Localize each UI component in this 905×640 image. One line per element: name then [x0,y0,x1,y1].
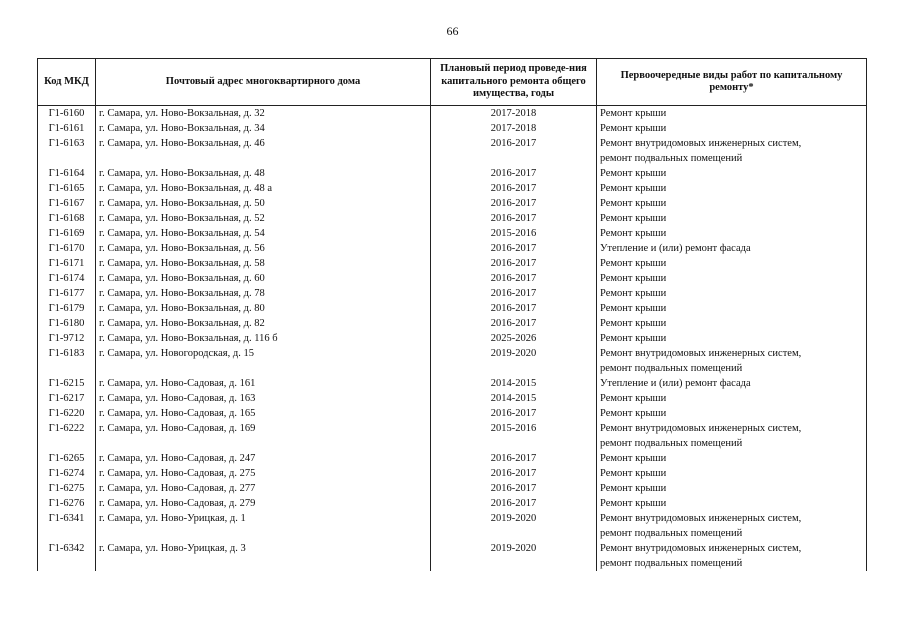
cell-works [597,301,867,316]
works-line: Ремонт крыши [600,258,667,269]
cell-code: Г1-6167 [38,196,96,211]
header-code: Код МКД [38,59,96,106]
works-line: Ремонт крыши [600,498,667,509]
cell-code: Г1-6171 [38,256,96,271]
cell-works [597,211,867,226]
works-line: Ремонт крыши [600,333,667,344]
table-row [38,406,867,421]
works-line: Ремонт крыши [600,183,667,194]
cell-address: г. Самара, ул. Ново-Садовая, д. 163 [96,391,431,406]
header-works: Первоочередные виды работ по капитальному ремонту* [597,59,867,106]
cell-works [597,406,867,421]
cell-period: 2016-2017 [431,136,597,166]
cell-code: Г1-9712 [38,331,96,346]
cell-works [597,226,867,241]
works-line: Ремонт крыши [600,123,667,134]
cell-code: Г1-6174 [38,271,96,286]
cell-address: г. Самара, ул. Ново-Вокзальная, д. 34 [96,121,431,136]
works-line: Ремонт крыши [600,228,667,239]
cell-address: г. Самара, ул. Ново-Вокзальная, д. 54 [96,226,431,241]
cell-address: г. Самара, ул. Ново-Вокзальная, д. 32 [96,106,431,122]
cell-works [597,496,867,511]
cell-code: Г1-6163 [38,136,96,166]
cell-period: 2016-2017 [431,211,597,226]
table-row [38,376,867,391]
cell-period: 2016-2017 [431,196,597,211]
cell-period: 2016-2017 [431,256,597,271]
cell-works [597,166,867,181]
works-line: Ремонт внутридомовых инженерных систем, [600,138,802,149]
cell-works [597,256,867,271]
works-line: Ремонт крыши [600,273,667,284]
works-line: Утепление и (или) ремонт фасада [600,243,751,254]
cell-period: 2016-2017 [431,181,597,196]
cell-address: г. Самара, ул. Ново-Вокзальная, д. 60 [96,271,431,286]
works-line: Ремонт крыши [600,108,667,119]
works-line: Ремонт крыши [600,288,667,299]
cell-period: 2015-2016 [431,421,597,451]
cell-period: 2016-2017 [431,166,597,181]
works-line: Ремонт крыши [600,213,667,224]
cell-address: г. Самара, ул. Ново-Вокзальная, д. 58 [96,256,431,271]
table-row [38,301,867,316]
cell-period: 2016-2017 [431,241,597,256]
header-period: Плановый период проведе-ния капитального ремонта общего имущества, годы [431,59,597,106]
cell-address: г. Самара, ул. Ново-Вокзальная, д. 82 [96,316,431,331]
table-row [38,241,867,256]
cell-address: г. Самара, ул. Ново-Вокзальная, д. 48 а [96,181,431,196]
cell-works [597,196,867,211]
table-row [38,466,867,481]
table-row [38,226,867,241]
cell-code: Г1-6215 [38,376,96,391]
works-line: ремонт подвальных помещений [600,363,743,374]
cell-period: 2017-2018 [431,106,597,122]
table-row [38,391,867,406]
cell-code: Г1-6180 [38,316,96,331]
cell-code: Г1-6276 [38,496,96,511]
table-row [38,316,867,331]
cell-code: Г1-6169 [38,226,96,241]
cell-address: г. Самара, ул. Ново-Вокзальная, д. 50 [96,196,431,211]
table-row [38,451,867,466]
cell-address: г. Самара, ул. Ново-Садовая, д. 161 [96,376,431,391]
cell-address: г. Самара, ул. Ново-Вокзальная, д. 116 б [96,331,431,346]
cell-period: 2014-2015 [431,391,597,406]
table-row [38,256,867,271]
cell-address: г. Самара, ул. Ново-Вокзальная, д. 80 [96,301,431,316]
table-row [38,496,867,511]
works-line: Ремонт внутридомовых инженерных систем, [600,348,802,359]
cell-address: г. Самара, ул. Ново-Садовая, д. 165 [96,406,431,421]
table-row [38,541,867,571]
cell-works [597,271,867,286]
cell-address: г. Самара, ул. Ново-Садовая, д. 169 [96,421,431,451]
header-address: Почтовый адрес многоквартирного дома [96,59,431,106]
table-row [38,196,867,211]
cell-period: 2016-2017 [431,451,597,466]
cell-address: г. Самара, ул. Ново-Вокзальная, д. 78 [96,286,431,301]
cell-period: 2016-2017 [431,301,597,316]
cell-code: Г1-6220 [38,406,96,421]
works-line: Ремонт крыши [600,303,667,314]
cell-code: Г1-6341 [38,511,96,541]
works-line: Ремонт крыши [600,468,667,479]
cell-code: Г1-6177 [38,286,96,301]
cell-code: Г1-6217 [38,391,96,406]
cell-works [597,121,867,136]
cell-period: 2016-2017 [431,316,597,331]
table-row [38,271,867,286]
works-line: Ремонт крыши [600,318,667,329]
works-line: Ремонт внутридомовых инженерных систем, [600,513,802,524]
cell-code: Г1-6183 [38,346,96,376]
cell-code: Г1-6165 [38,181,96,196]
cell-address: г. Самара, ул. Ново-Вокзальная, д. 48 [96,166,431,181]
cell-works [597,241,867,256]
cell-period: 2016-2017 [431,481,597,496]
works-line: ремонт подвальных помещений [600,153,743,164]
table-row [38,511,867,541]
works-line: Ремонт крыши [600,453,667,464]
cell-code: Г1-6179 [38,301,96,316]
cell-period: 2015-2016 [431,226,597,241]
cell-works [597,391,867,406]
cell-works [597,286,867,301]
cell-address: г. Самара, ул. Ново-Садовая, д. 279 [96,496,431,511]
works-line: Ремонт крыши [600,198,667,209]
cell-period: 2016-2017 [431,406,597,421]
works-line: ремонт подвальных помещений [600,528,743,539]
table-row [38,121,867,136]
cell-address: г. Самара, ул. Ново-Садовая, д. 247 [96,451,431,466]
cell-code: Г1-6161 [38,121,96,136]
cell-works [597,331,867,346]
cell-address: г. Самара, ул. Ново-Урицкая, д. 1 [96,511,431,541]
table-row [38,211,867,226]
cell-works [597,316,867,331]
cell-address: г. Самара, ул. Ново-Вокзальная, д. 56 [96,241,431,256]
table-row [38,286,867,301]
cell-code: Г1-6222 [38,421,96,451]
cell-address: г. Самара, ул. Ново-Вокзальная, д. 52 [96,211,431,226]
cell-works [597,346,867,376]
works-line: Ремонт крыши [600,408,667,419]
works-line: Ремонт крыши [600,483,667,494]
cell-code: Г1-6275 [38,481,96,496]
cell-code: Г1-6164 [38,166,96,181]
cell-period: 2019-2020 [431,511,597,541]
table-body [38,106,867,572]
cell-works [597,451,867,466]
cell-period: 2016-2017 [431,286,597,301]
cell-period: 2025-2026 [431,331,597,346]
cell-works [597,181,867,196]
table-row [38,136,867,166]
works-line: Ремонт крыши [600,168,667,179]
cell-code: Г1-6168 [38,211,96,226]
cell-works [597,511,867,541]
page-number: 66 [446,24,459,38]
cell-code: Г1-6160 [38,106,96,122]
works-line: Ремонт внутридомовых инженерных систем, [600,543,802,554]
cell-period: 2016-2017 [431,271,597,286]
cell-address: г. Самара, ул. Ново-Вокзальная, д. 46 [96,136,431,166]
cell-address: г. Самара, ул. Ново-Садовая, д. 277 [96,481,431,496]
works-line: ремонт подвальных помещений [600,558,743,569]
works-line: Ремонт внутридомовых инженерных систем, [600,423,802,434]
works-line: Утепление и (или) ремонт фасада [600,378,751,389]
table-header-row [38,59,867,106]
table-row [38,421,867,451]
table-row [38,106,867,122]
cell-address: г. Самара, ул. Новогородская, д. 15 [96,346,431,376]
table-row [38,181,867,196]
cell-period: 2016-2017 [431,466,597,481]
cell-address: г. Самара, ул. Ново-Урицкая, д. 3 [96,541,431,571]
cell-works [597,136,867,166]
cell-works [597,421,867,451]
table-row [38,166,867,181]
table-row [38,481,867,496]
cell-period: 2019-2020 [431,541,597,571]
cell-period: 2016-2017 [431,496,597,511]
repair-schedule-table [37,58,867,571]
cell-period: 2017-2018 [431,121,597,136]
cell-code: Г1-6342 [38,541,96,571]
cell-code: Г1-6170 [38,241,96,256]
cell-works [597,541,867,571]
cell-works [597,466,867,481]
cell-address: г. Самара, ул. Ново-Садовая, д. 275 [96,466,431,481]
works-line: Ремонт крыши [600,393,667,404]
cell-works [597,376,867,391]
table-row [38,331,867,346]
works-line: ремонт подвальных помещений [600,438,743,449]
cell-works [597,481,867,496]
table-row [38,346,867,376]
cell-period: 2014-2015 [431,376,597,391]
cell-code: Г1-6265 [38,451,96,466]
cell-period: 2019-2020 [431,346,597,376]
cell-works [597,106,867,122]
cell-code: Г1-6274 [38,466,96,481]
